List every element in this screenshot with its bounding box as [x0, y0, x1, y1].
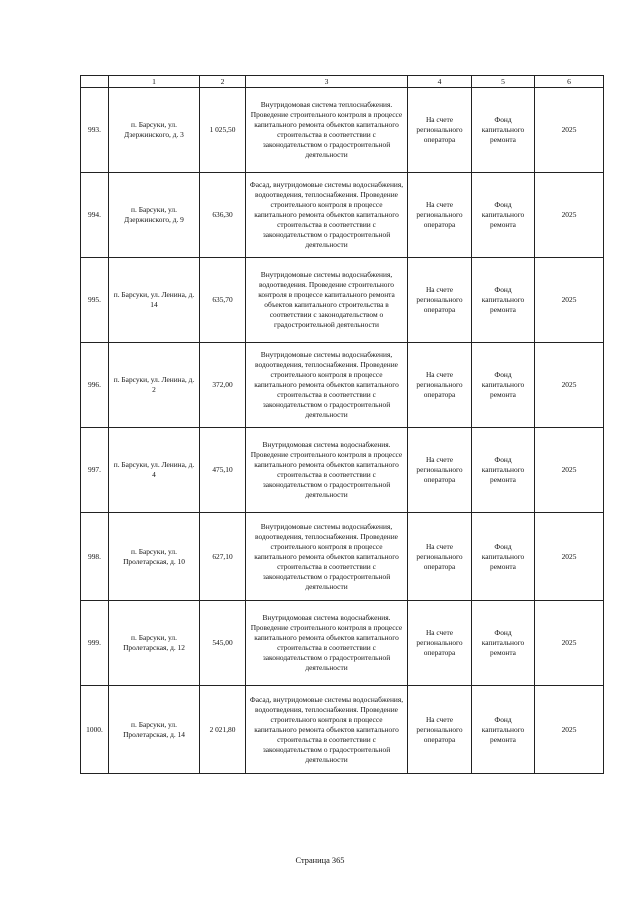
row-number: 994. — [81, 173, 109, 258]
account-cell: На счете регионального оператора — [408, 88, 472, 173]
table-row — [81, 88, 604, 173]
header-cell: 1 — [109, 76, 200, 88]
year-cell: 2025 — [535, 343, 604, 428]
header-cell: 6 — [535, 76, 604, 88]
year-cell: 2025 — [535, 686, 604, 774]
year-cell: 2025 — [535, 513, 604, 601]
page-number: Страница 365 — [295, 856, 345, 865]
funding-source-cell: Фонд капитального ремонта — [472, 513, 535, 601]
funding-source-cell: Фонд капитального ремонта — [472, 343, 535, 428]
area-cell: 475,10 — [200, 428, 246, 513]
work-description-cell: Внутридомовые системы водоснабжения, водоотведения, теплоснабжения. Проведение строительного контроля в процессе капитального ремонта объектов капитального строительства в соответствии с законодательством о градостроительной деятельности — [246, 513, 408, 601]
row-number: 1000. — [81, 686, 109, 774]
row-number: 998. — [81, 513, 109, 601]
table-row — [81, 601, 604, 686]
year-cell: 2025 — [535, 88, 604, 173]
table-header-row — [81, 76, 604, 88]
area-cell: 627,10 — [200, 513, 246, 601]
funding-source-cell: Фонд капитального ремонта — [472, 601, 535, 686]
table-row — [81, 428, 604, 513]
address-cell: п. Барсуки, ул. Ленина, д. 2 — [109, 343, 200, 428]
table-row — [81, 173, 604, 258]
work-description-cell: Фасад, внутридомовые системы водоснабжения, водоотведения, теплоснабжения. Проведение строительного контроля в процессе капитального ремонта объектов капитального строительства в соответствии с законодательством о градостроительной деятельности — [246, 686, 408, 774]
header-cell: 5 — [472, 76, 535, 88]
work-description-cell: Внутридомовая система водоснабжения. Проведение строительного контроля в процессе капитального ремонта объектов капитального строительства в соответствии с законодательством о градостроительной деятельности — [246, 428, 408, 513]
work-description-cell: Внутридомовая система водоснабжения. Проведение строительного контроля в процессе капитального ремонта объектов капитального строительства в соответствии с законодательством о градостроительной деятельности — [246, 601, 408, 686]
header-cell-blank — [81, 76, 109, 88]
row-number: 999. — [81, 601, 109, 686]
address-cell: п. Барсуки, ул. Дзержинского, д. 3 — [109, 88, 200, 173]
year-cell: 2025 — [535, 173, 604, 258]
header-cell: 2 — [200, 76, 246, 88]
repair-schedule-table — [80, 75, 604, 774]
work-description-cell: Фасад, внутридомовые системы водоснабжения, водоотведения, теплоснабжения. Проведение строительного контроля в процессе капитального ремонта объектов капитального строительства в соответствии с законодательством о градостроительной деятельности — [246, 173, 408, 258]
area-cell: 635,70 — [200, 258, 246, 343]
funding-source-cell: Фонд капитального ремонта — [472, 258, 535, 343]
funding-source-cell: Фонд капитального ремонта — [472, 173, 535, 258]
table-row — [81, 343, 604, 428]
row-number: 996. — [81, 343, 109, 428]
table-row — [81, 258, 604, 343]
account-cell: На счете регионального оператора — [408, 173, 472, 258]
area-cell: 636,30 — [200, 173, 246, 258]
work-description-cell: Внутридомовые системы водоснабжения, водоотведения, теплоснабжения. Проведение строительного контроля в процессе капитального ремонта объектов капитального строительства в соответствии с законодательством о градостроительной деятельности — [246, 343, 408, 428]
table-row — [81, 686, 604, 774]
year-cell: 2025 — [535, 601, 604, 686]
account-cell: На счете регионального оператора — [408, 343, 472, 428]
account-cell: На счете регионального оператора — [408, 686, 472, 774]
row-number: 995. — [81, 258, 109, 343]
account-cell: На счете регионального оператора — [408, 258, 472, 343]
funding-source-cell: Фонд капитального ремонта — [472, 88, 535, 173]
funding-source-cell: Фонд капитального ремонта — [472, 428, 535, 513]
header-cell: 4 — [408, 76, 472, 88]
year-cell: 2025 — [535, 258, 604, 343]
address-cell: п. Барсуки, ул. Ленина, д. 14 — [109, 258, 200, 343]
account-cell: На счете регионального оператора — [408, 428, 472, 513]
row-number: 997. — [81, 428, 109, 513]
address-cell: п. Барсуки, ул. Пролетарская, д. 14 — [109, 686, 200, 774]
area-cell: 2 021,80 — [200, 686, 246, 774]
address-cell: п. Барсуки, ул. Пролетарская, д. 12 — [109, 601, 200, 686]
address-cell: п. Барсуки, ул. Ленина, д. 4 — [109, 428, 200, 513]
account-cell: На счете регионального оператора — [408, 601, 472, 686]
area-cell: 1 025,50 — [200, 88, 246, 173]
area-cell: 545,00 — [200, 601, 246, 686]
header-cell: 3 — [246, 76, 408, 88]
area-cell: 372,00 — [200, 343, 246, 428]
address-cell: п. Барсуки, ул. Пролетарская, д. 10 — [109, 513, 200, 601]
work-description-cell: Внутридомовая система теплоснабжения. Проведение строительного контроля в процессе капитального ремонта объектов капитального строительства в соответствии с законодательством о градостроительной деятельности — [246, 88, 408, 173]
year-cell: 2025 — [535, 428, 604, 513]
address-cell: п. Барсуки, ул. Дзержинского, д. 9 — [109, 173, 200, 258]
account-cell: На счете регионального оператора — [408, 513, 472, 601]
row-number: 993. — [81, 88, 109, 173]
funding-source-cell: Фонд капитального ремонта — [472, 686, 535, 774]
work-description-cell: Внутридомовые системы водоснабжения, водоотведения. Проведение строительного контроля в процессе капитального ремонта объектов капитального строительства в соответствии с законодательством о градостроительной деятельности — [246, 258, 408, 343]
table-row — [81, 513, 604, 601]
